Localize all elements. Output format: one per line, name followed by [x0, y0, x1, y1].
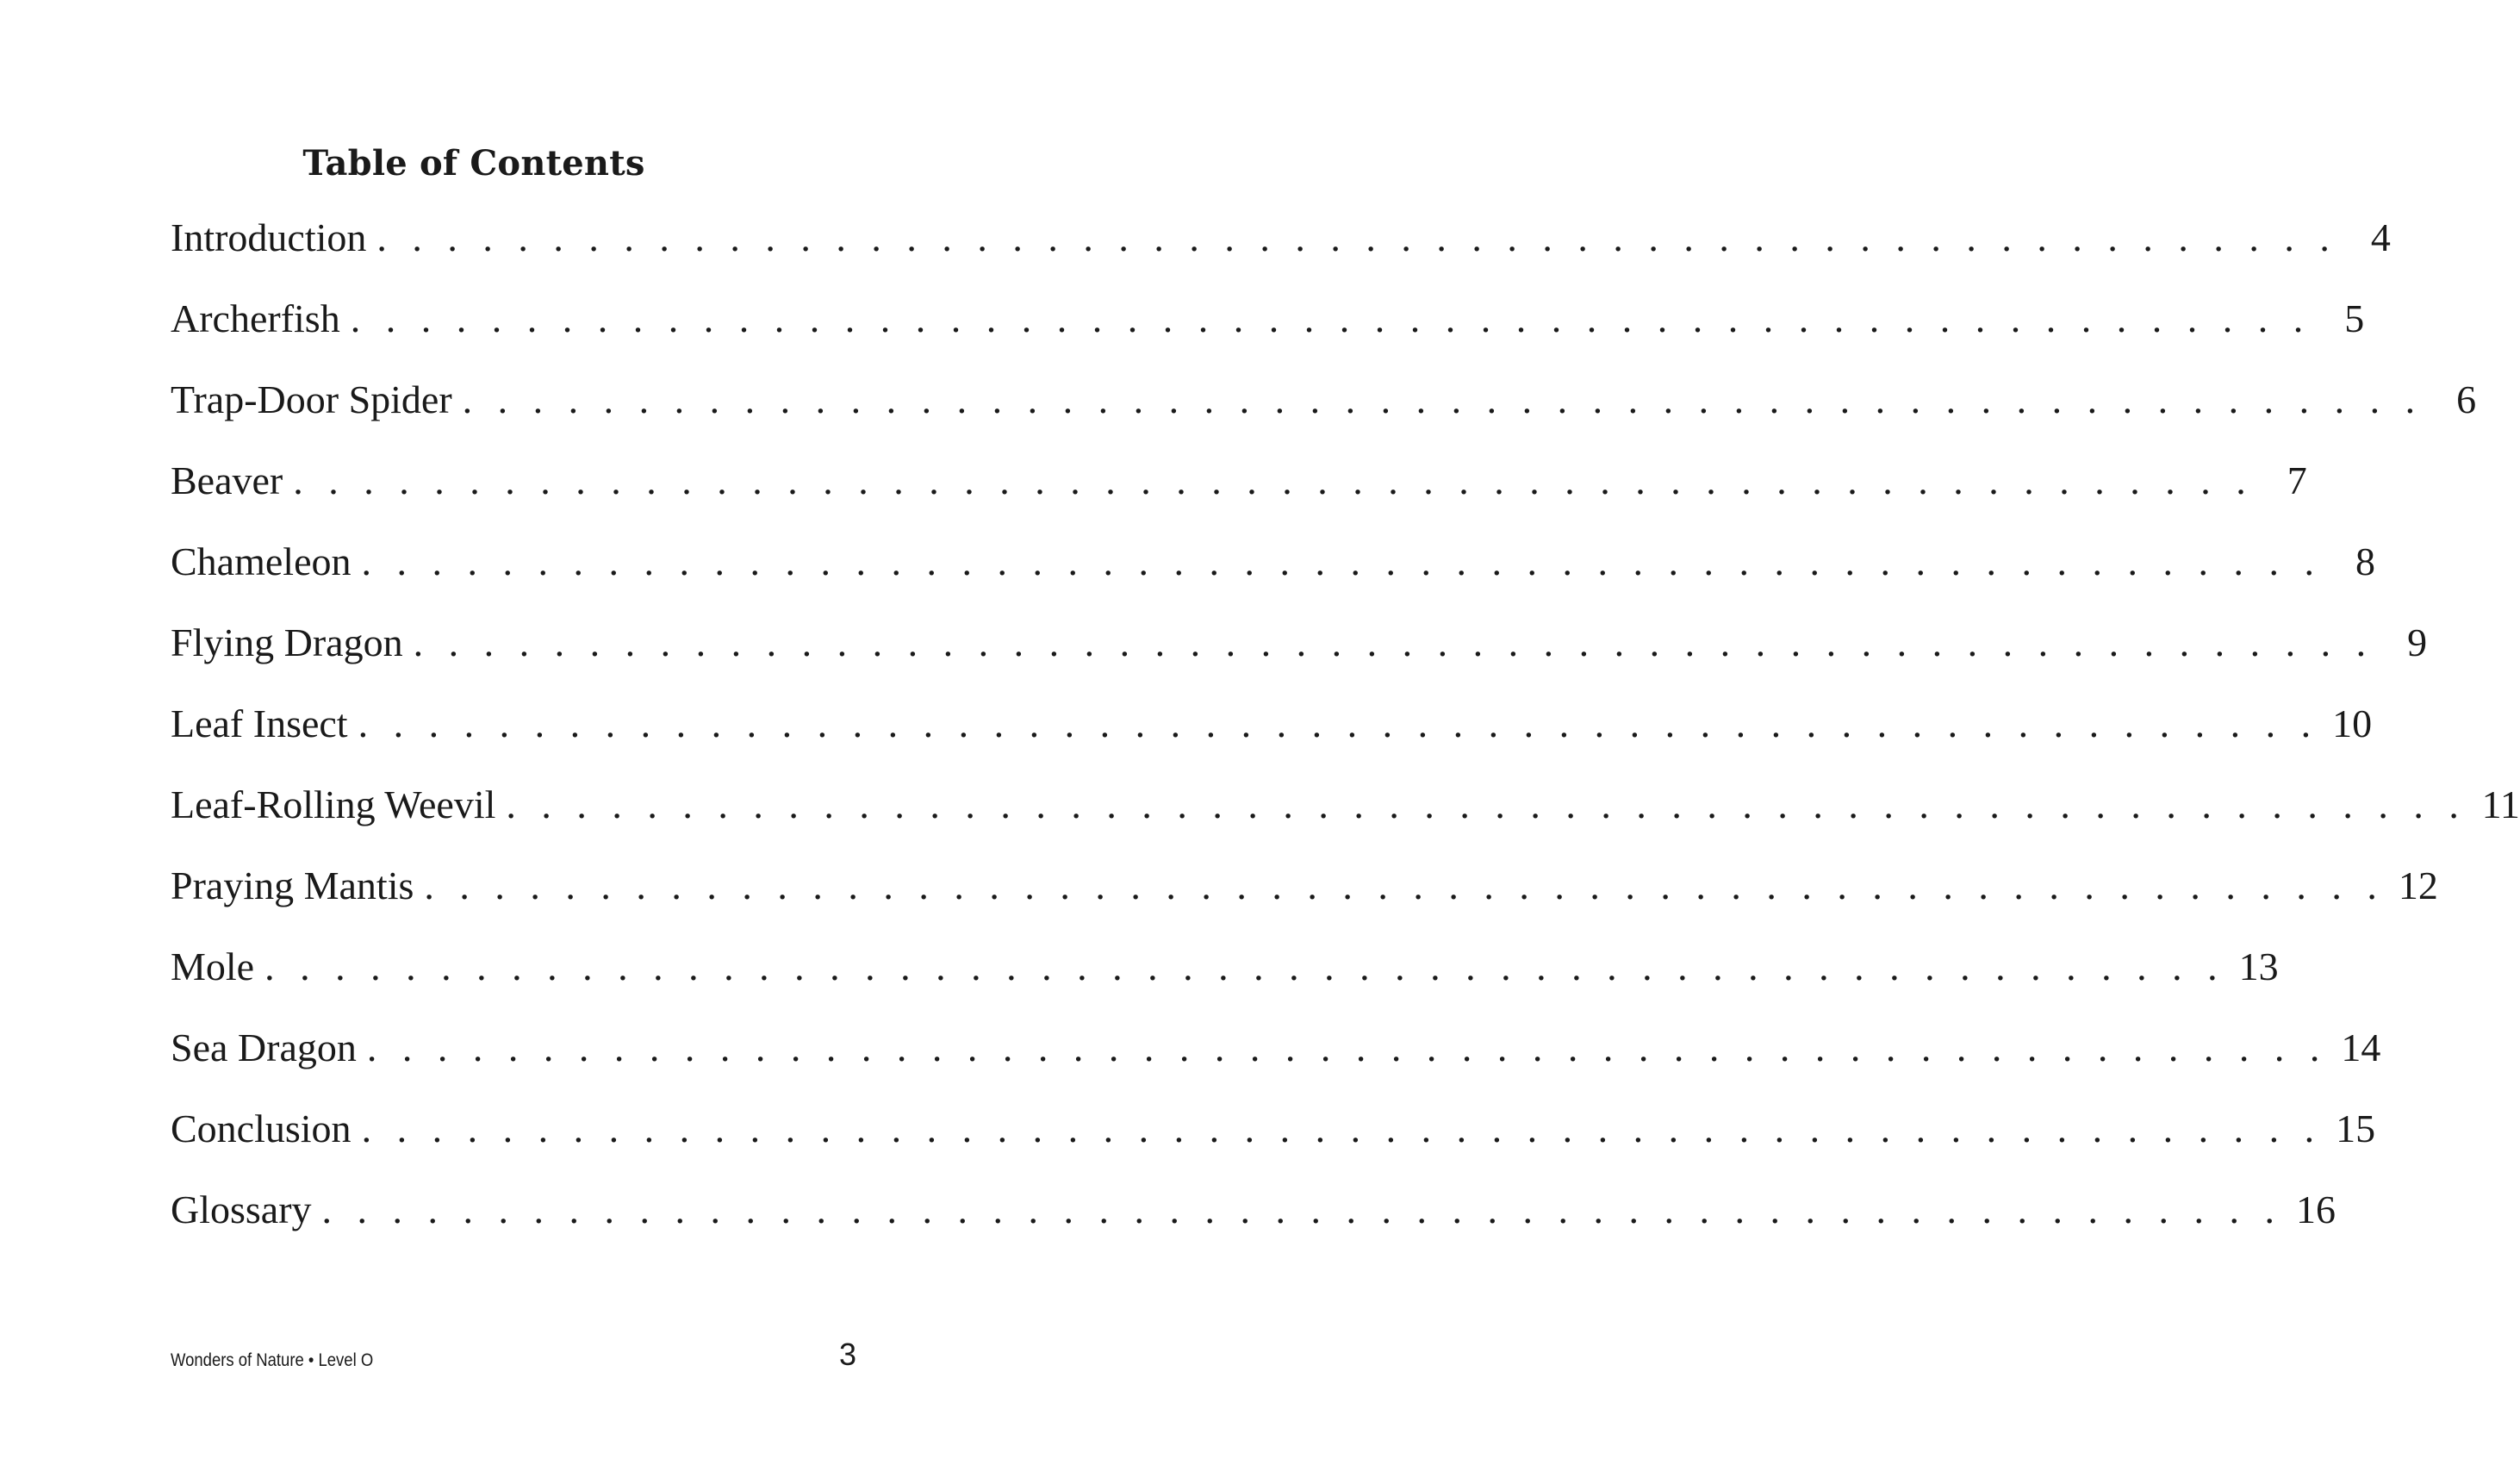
- toc-entry: [171, 1184, 2336, 1265]
- toc-entry: [171, 698, 2373, 779]
- toc-entry-label: Archerfish: [171, 296, 340, 340]
- toc-dot-leader: . . . . . . . . . . . . . . . . . . . . . . . . . . . . . . . . . . . . . . . . . . . . . . . . . . . . . . . .: [376, 215, 2337, 259]
- toc-entry-label: Introduction: [171, 215, 367, 259]
- toc-entry: [171, 941, 2279, 1022]
- toc-entry-page: 9: [2407, 620, 2428, 664]
- toc-entry-label: Conclusion: [171, 1107, 352, 1150]
- toc-entry-label: Mole: [171, 944, 255, 988]
- toc-list: [171, 212, 2520, 1265]
- toc-entry-label: Trap-Door Spider: [171, 377, 452, 421]
- toc-entry: [171, 212, 2391, 293]
- toc-entry-page: 7: [2287, 458, 2307, 502]
- toc-dot-leader: . . . . . . . . . . . . . . . . . . . . . . . . . . . . . . . . . . . . . . . . . . . . . . . . . . . . . . . .: [358, 701, 2319, 745]
- toc-dot-leader: . . . . . . . . . . . . . . . . . . . . . . . . . . . . . . . . . . . . . . . . . . . . . . . . . . . . . . . .: [506, 782, 2467, 826]
- toc-entry-page: 12: [2398, 863, 2438, 907]
- toc-entry-page: 8: [2355, 539, 2375, 583]
- toc-dot-leader: . . . . . . . . . . . . . . . . . . . . . . . . . . . . . . . . . . . . . . . . . . . . . . . . . . . . . . . .: [462, 377, 2424, 421]
- toc-entry-label: Flying Dragon: [171, 620, 403, 664]
- toc-entry: [171, 779, 2520, 860]
- toc-dot-leader: . . . . . . . . . . . . . . . . . . . . . . . . . . . . . . . . . . . . . . . . . . . . . . . . . . . . . . . .: [350, 296, 2312, 340]
- toc-entry: [171, 617, 2428, 698]
- toc-entry: [171, 1103, 2376, 1184]
- footer-book-info: Wonders of Nature • Level O: [171, 1350, 374, 1370]
- toc-title: Table of Contents: [302, 143, 645, 184]
- toc-entry-label: Beaver: [171, 458, 283, 502]
- toc-dot-leader: . . . . . . . . . . . . . . . . . . . . . . . . . . . . . . . . . . . . . . . . . . . . . . . . . . . . . . . .: [321, 1188, 2283, 1231]
- toc-entry: [171, 1022, 2381, 1103]
- toc-entry-label: Sea Dragon: [171, 1026, 357, 1069]
- toc-entry: [171, 536, 2375, 617]
- toc-dot-leader: . . . . . . . . . . . . . . . . . . . . . . . . . . . . . . . . . . . . . . . . . . . . . . . . . . . . . . . .: [264, 944, 2225, 988]
- toc-entry: [171, 374, 2477, 455]
- toc-entry-label: Leaf Insect: [171, 701, 348, 745]
- toc-entry-page: 5: [2344, 296, 2365, 340]
- toc-entry-label: Praying Mantis: [171, 863, 414, 907]
- toc-entry-page: 10: [2332, 701, 2373, 745]
- footer-page-number: 3: [838, 1337, 856, 1372]
- toc-entry-page: 6: [2456, 377, 2477, 421]
- toc-entry-page: 4: [2370, 215, 2391, 259]
- toc-entry-label: Leaf-Rolling Weevil: [171, 782, 496, 826]
- toc-dot-leader: . . . . . . . . . . . . . . . . . . . . . . . . . . . . . . . . . . . . . . . . . . . . . . . . . . . . . . . .: [293, 458, 2254, 502]
- toc-entry-page: 11: [2481, 782, 2520, 826]
- toc-entry: [171, 860, 2438, 941]
- toc-entry: [171, 293, 2365, 374]
- toc-dot-leader: . . . . . . . . . . . . . . . . . . . . . . . . . . . . . . . . . . . . . . . . . . . . . . . . . . . . . . . .: [361, 539, 2322, 583]
- toc-dot-leader: . . . . . . . . . . . . . . . . . . . . . . . . . . . . . . . . . . . . . . . . . . . . . . . . . . . . . . . .: [361, 1107, 2323, 1150]
- toc-entry-label: Chameleon: [171, 539, 352, 583]
- toc-dot-leader: . . . . . . . . . . . . . . . . . . . . . . . . . . . . . . . . . . . . . . . . . . . . . . . . . . . . . . . .: [413, 620, 2374, 664]
- toc-dot-leader: . . . . . . . . . . . . . . . . . . . . . . . . . . . . . . . . . . . . . . . . . . . . . . . . . . . . . . . .: [424, 863, 2385, 907]
- toc-entry-page: 13: [2238, 944, 2279, 988]
- toc-entry-page: 16: [2296, 1188, 2336, 1231]
- toc-entry-page: 15: [2336, 1107, 2376, 1150]
- toc-dot-leader: . . . . . . . . . . . . . . . . . . . . . . . . . . . . . . . . . . . . . . . . . . . . . . . . . . . . . . . .: [366, 1026, 2328, 1069]
- toc-entry: [171, 455, 2307, 536]
- toc-entry-page: 14: [2341, 1026, 2381, 1069]
- toc-entry-label: Glossary: [171, 1188, 312, 1231]
